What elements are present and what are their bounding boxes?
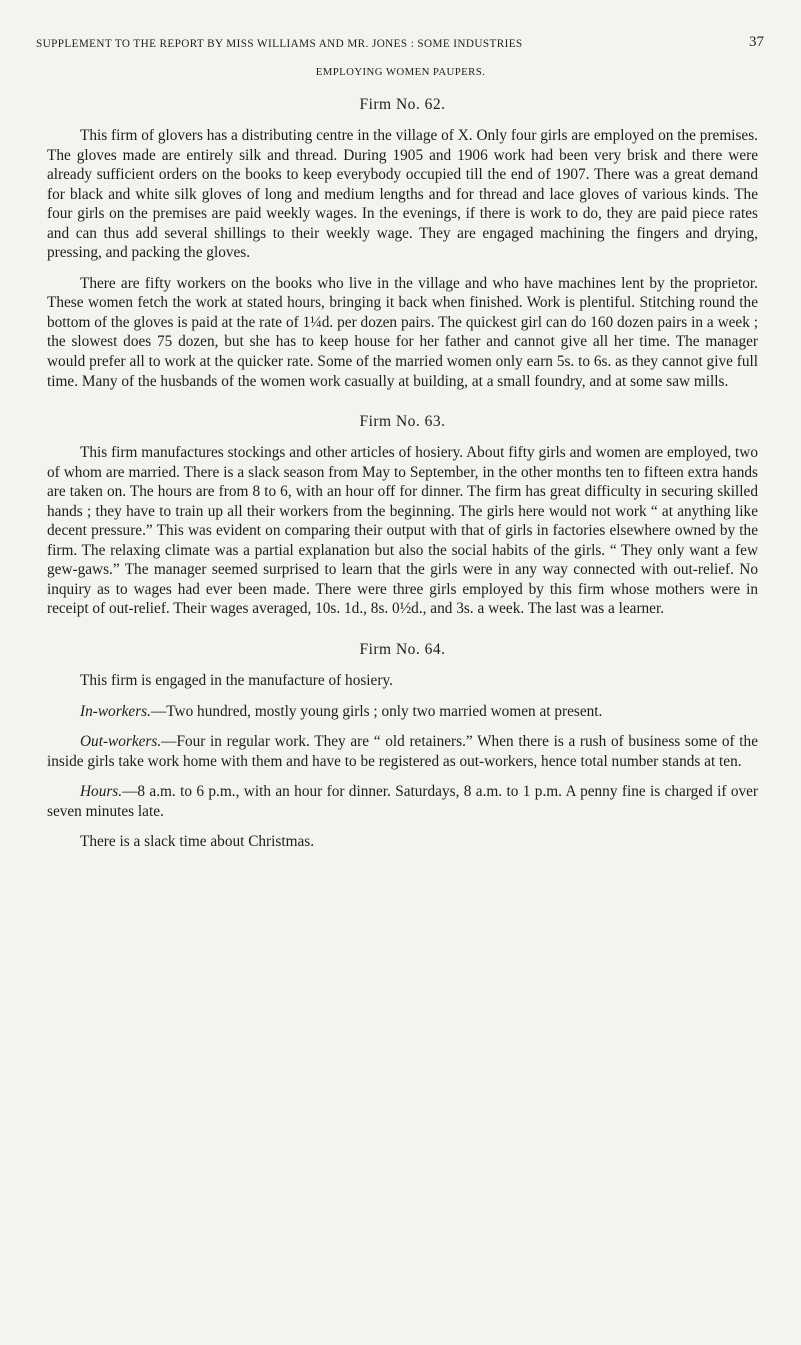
- firm-64-heading: Firm No. 64.: [359, 641, 446, 659]
- firm-63-heading: Firm No. 63.: [359, 413, 446, 431]
- firm-64-paragraph-1: This firm is engaged in the manufacture of hosiery.: [80, 672, 393, 690]
- out-workers-paragraph: [47, 732, 758, 771]
- firm-64-section: [47, 640, 758, 852]
- firm-62-paragraph-1: This firm of glovers has a distributing centre in the village of X. Only four girls are employed on the premises. The gloves made are entirely silk and thread. During 1905 and 1906 work had been very brisk and there were already sufficient orders on the books to keep everybody occupied till the end of 1907. There was a great demand for black and white silk gloves of long and medium lengths and for thread and lace gloves of various kinds. The four girls on the premises are paid weekly wages. In the evenings, if there is work to do, they are paid piece rates and can thus add several shillings to their weekly wage. They are engaged machining the fingers and drying, pressing, and packing the gloves.: [47, 127, 758, 262]
- out-workers-label: Out-workers.: [80, 733, 162, 751]
- in-workers-paragraph: [47, 702, 758, 722]
- in-workers-text: —Two hundred, mostly young girls ; only two married women at present.: [150, 702, 603, 720]
- out-workers-text: —Four in regular work. They are “ old retainers.” When there is a rush of business some of the inside girls take work home with them and have to be registered as out-workers, hence total number stands at ten.: [47, 733, 758, 770]
- hours-text: —8 a.m. to 6 p.m., with an hour for dinner. Saturdays, 8 a.m. to 1 p.m. A penny fine is charged if over seven minutes late.: [47, 783, 758, 820]
- firm-63-paragraph-1: This firm manufactures stockings and other articles of hosiery. About fifty girls and women are employed, two of whom are married. There is a slack season from May to September, in the other months ten to fifteen extra hands are taken on. The hours are from 8 to 6, with an hour off for dinner. The firm has great difficulty in securing skilled hands ; they have to train up all their workers from the beginning. The girls here would not work “ at anything like decent pressure.” This was evident on comparing their output with that of girls in factories elsewhere owned by the firm. The relaxing climate was a partial explanation but also the social habits of the girls. “ They only want a few gew-gaws.” The manager seemed surprised to learn that the girls were in any way connected with out-relief. No inquiry as to wages had ever been made. There were three girls employed by this firm whose mothers were in receipt of out-relief. Their wages averaged, 10s. 1d., 8s. 0½d., and 3s. a week. The last was a learner.: [47, 444, 758, 618]
- firm-62-heading: Firm No. 62.: [359, 96, 446, 113]
- running-head: [36, 34, 764, 51]
- running-subhead: EMPLOYING WOMEN PAUPERS.: [315, 66, 486, 78]
- firm-62-paragraph-2: There are fifty workers on the books who live in the village and who have machines lent by the proprietor. These women fetch the work at stated hours, bringing it back when finished. Work is plentiful. Stitching round the bottom of the gloves is paid at the rate of 1¼d. per dozen pairs. The quickest girl can do 160 dozen pairs in a week ; the slowest does 75 dozen, but she has to keep house for her father and cannot give all her time. The manager would prefer all to work at the quicker rate. Some of the married women only earn 5s. to 6s. as they cannot give full time. Many of the husbands of the women work casually at building, at a small foundry, and at some saw mills.: [47, 274, 758, 390]
- firm-62-section: [47, 95, 758, 391]
- in-workers-label: In-workers.: [80, 702, 151, 720]
- firm-63-section: [47, 412, 758, 619]
- running-head-text: SUPPLEMENT TO THE REPORT BY MISS WILLIAMS AND MR. JONES : SOME INDUSTRIES: [36, 38, 523, 50]
- document-body: [47, 95, 758, 873]
- hours-paragraph: [47, 782, 758, 821]
- hours-label: Hours.: [80, 783, 123, 801]
- firm-64-closing: There is a slack time about Christmas.: [80, 833, 315, 851]
- page-number: 37: [749, 34, 764, 50]
